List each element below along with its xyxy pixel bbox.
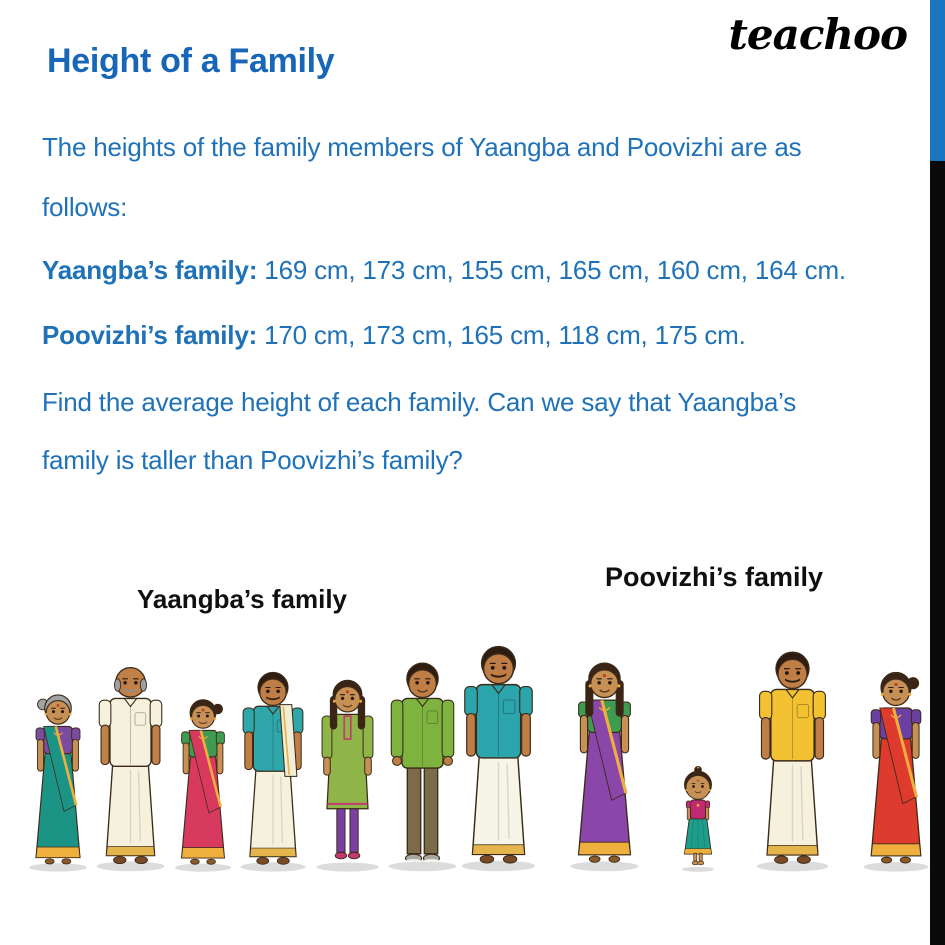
yaangba-heights-values: 169 cm, 173 cm, 155 cm, 165 cm, 160 cm, 164 cm. bbox=[257, 255, 846, 285]
teachoo-logo: teachoo bbox=[728, 10, 907, 59]
yaangba-heights-label: Yaangba’s family: bbox=[42, 255, 258, 285]
question-line-2: family is taller than Poovizhi’s family? bbox=[42, 445, 463, 475]
poovizhi-heights-values: 170 cm, 173 cm, 165 cm, 118 cm, 175 cm. bbox=[257, 320, 746, 350]
figure-woman-red-saree bbox=[860, 667, 932, 872]
yaangba-family-caption: Yaangba’s family bbox=[136, 584, 348, 614]
figure-man-teal-shirt-dhoti bbox=[237, 667, 309, 872]
poovizhi-heights-line bbox=[42, 321, 746, 351]
question-line-1: Find the average height of each family. Can we say that Yaangba’s bbox=[42, 387, 797, 417]
intro-line-1: The heights of the family members of Yaangba and Poovizhi are as bbox=[42, 132, 802, 162]
figure-woman-purple-saree bbox=[567, 657, 642, 872]
figure-elderly-man-cream-shirt bbox=[93, 657, 168, 872]
right-edge-bar-blue bbox=[930, 0, 945, 161]
poovizhi-family-caption: Poovizhi’s family bbox=[604, 562, 824, 592]
figure-man-teal-shirt-white-dhoti bbox=[458, 640, 539, 872]
figure-young-woman-green-kurta bbox=[313, 675, 382, 872]
poovizhi-heights-label: Poovizhi’s family: bbox=[42, 320, 258, 350]
figure-young-man-green-shirt bbox=[385, 657, 460, 872]
poovizhi-family-illustration bbox=[458, 628, 932, 872]
page-title: Height of a Family bbox=[47, 42, 335, 80]
figure-man-yellow-shirt-dhoti bbox=[753, 646, 832, 872]
yaangba-family-illustration bbox=[26, 628, 460, 872]
yaangba-heights-line bbox=[42, 256, 846, 286]
intro-line-2: follows: bbox=[42, 192, 128, 222]
right-edge-bar-black bbox=[930, 161, 945, 945]
figure-elderly-woman-teal-saree bbox=[26, 690, 90, 872]
figure-woman-pink-saree bbox=[172, 695, 234, 872]
figure-little-girl-teal-skirt bbox=[670, 764, 726, 872]
